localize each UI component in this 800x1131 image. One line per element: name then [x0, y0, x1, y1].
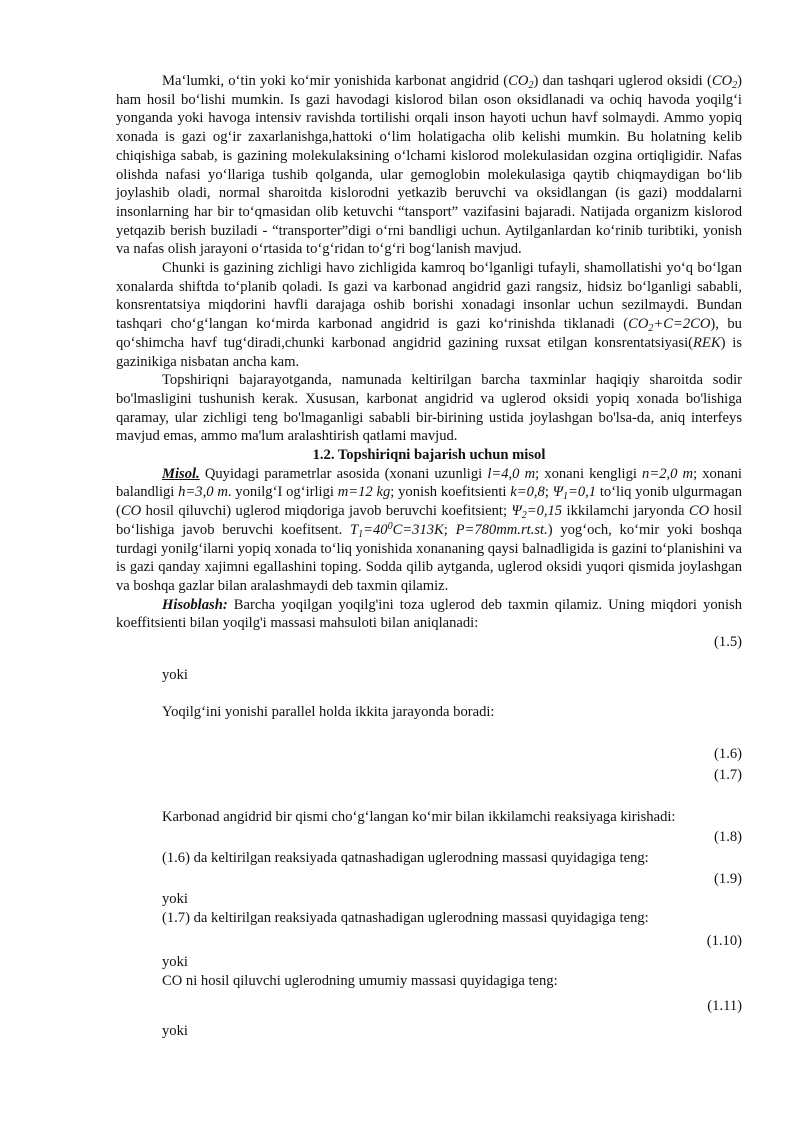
param-psi1: $\Psi_1=0,1$: [552, 484, 597, 503]
param-psi2: $\Psi_2=0,15$: [511, 503, 563, 522]
text-span: ) ham hosil bo‘lishi mumkin. Is gazi havodagi kislorod bilan oson oksidlanadi va ochiq havoda yoqilg‘i yonganda yoki havoga intensiv ravishda tortilishi orqali inson hayoti uchun havf solmaydi. Ammo yopiq xonada is gazi og‘ir zaxarlanishga,hattoki o‘lim holatigacha olib kelishi mumkin. Bu holatning kelib chiqishiga sabab, is gazining molekulaksining o‘lchami kislorod molekulasidan ozgina ortiqligidir. Nafas olishda nafasi yo‘llariga tushib qolganda, ular gemoglobin molekulasiga qaytib chiqmaydigan bo‘lib joylashib oladi, normal sharoitda kislorodni yetkazib beruvchi va oksidlangan (is gazi) moddalarni insonlarning har bir to‘qmasidan olib ketuvchi “tansport” vazifasini bajaradi. Natijada organizm kislorod yetqazib berish buziladi - “transporter”digi o‘rni bandligi uchun. Aytilganlardan ko‘rinib turibtiki, yonish va nafas olish jarayoni o‘rtasida to‘g‘ridan to‘g‘ri bog‘lanish mavjud.: [116, 73, 742, 258]
equation-number: (1.9): [714, 870, 742, 887]
paragraph-example: Misol. Quyidagi parametrlar asosida (xonani uzunligi l=4,0 m; xonani kengligi n=2,0 m; xonani balandligi h=3,0 m. yonilg‘I og‘irligi m=12 kg; yonish koefitsienti k=0,8; $\Psi_1=0,1$ to‘liq yonib ulgurmagan (CO hosil qiluvchi) uglerod miqdoriga javob beruvchi koefitsient; $\Psi_2=0,15$ ikkilamchi jaryonda CO hosil bo‘lishiga javob beruvchi koefitsent. $T_1=40^0C=313K$; P=780mm.rt.st.) yog‘och, ko‘mir yoki boshqa turdagi yonilg‘ilarni yopiq xonada to‘liq yonishida xonananing qaysi balnadligida is gazini to‘planishini va is gazi qanday xajimni egallashini toping. Sodda qilib aytganda, uglerod oksidi yuqori qismida joylashgan va boshqa gazlar bilan aralashmaydi deb taxmin qilamiz.: [116, 465, 743, 594]
param-width: n=2,0 m: [642, 465, 694, 482]
equation-number: (1.10): [706, 932, 742, 949]
section-heading: 1.2. Topshiriqni bajarish uchun misol: [312, 447, 546, 464]
text-span: Ma‘lumki, o‘tin yoki ko‘mir yonishida karbonat angidrid (: [162, 73, 509, 89]
formula-co2: $CO_2$: [508, 73, 534, 91]
param-combustion-coefficient: k=0,8: [510, 484, 545, 501]
text-span: ), bu qo‘shimcha havf tug‘diradi,chunki karbonad angidrid gazining ruxsat etilgan konsrentatsiyasi(: [116, 316, 742, 351]
carbon-mass-17-text: (1.7) da keltirilgan reaksiyada qatnashadigan uglerodning massasi quyidagiga teng:: [162, 910, 649, 927]
param-mass: m=12 kg: [337, 484, 391, 501]
yoki-text: yoki: [162, 953, 188, 970]
param-temperature: $T_1=40^0C=313K$: [349, 520, 444, 540]
formula-co: CO: [120, 503, 142, 520]
param-pressure: P=780mm.rt.st.: [455, 521, 548, 538]
text-span: ) dan tashqari uglerod oksidi (: [533, 73, 712, 89]
example-label: Misol.: [162, 465, 200, 482]
yoki-text: yoki: [162, 891, 188, 908]
rek-abbreviation: REK: [693, 334, 721, 351]
formula-co2: $CO_2$: [711, 73, 738, 91]
total-carbon-mass-text: CO ni hosil qiluvchi uglerodning umumiy massasi quyidagiga teng:: [162, 973, 558, 990]
equation-number: (1.5): [714, 634, 742, 651]
document-body: [116, 72, 742, 1040]
carbon-mass-16-text: (1.6) da keltirilgan reaksiyada qatnashadigan uglerodning massasi quyidagiga teng:: [162, 850, 649, 867]
equation-number: (1.7): [714, 767, 742, 784]
formula-co: CO: [688, 503, 710, 520]
calculation-label: Hisoblash:: [162, 596, 228, 613]
equation-number: (1.11): [707, 998, 742, 1014]
paragraph-assumptions: Topshiriqni bajarayotganda, namunada keltirilgan barcha taxminlar haqiqiy sharoitda sodir bo'lmasligini tushunish kerak. Xususan, karbonat angidrid va uglerod oksidi yopiq xonada bo'lishiga qaramay, ular zichligi teng bo'lmaganligi sababli bir-birining ustida joylashgan bo'lsa-da, aniq interfeys mavjud emas, ammo ma'lum aralashtirish qatlami mavjud.: [116, 372, 742, 445]
text-span: Chunki is gazining zichligi havo zichligida kamroq bo‘lganligi tufayli, shamollatishi yo‘q bo‘lgan xonalarda shiftda to‘planib qoladi. Is gazi va karbonad angidrid gazi rangsiz, hidsiz bo‘lganligi sababli, konsrentatsiya miqdorini havfli darajaga oshib borishi xonadagi insonlar uchun sezilmaydi. Bundan tashqari cho‘g‘langan ko‘mirda karbonad angidrid is gazi ko‘rinishda tiklanadi (: [116, 260, 742, 333]
parallel-process-text: Yoqilg‘ini yonishi parallel holda ikkita jarayonda boradi:: [162, 704, 495, 721]
equation-number: (1.6): [714, 745, 742, 762]
paragraph-calculation: Hisoblash: Barcha yoqilgan yoqilg'ini toza uglerod deb taxmin qilamiz. Uning miqdori yonish koeffitsienti bilan yoqilg'i massasi mahsuloti bilan aniqlanadi:: [116, 596, 742, 632]
param-length: l=4,0 m: [487, 465, 536, 482]
secondary-reaction-text: Karbonad angidrid bir qismi cho‘g‘langan ko‘mir bilan ikkilamchi reaksiyaga kirishadi:: [162, 808, 676, 825]
param-height: h=3,0 m: [178, 484, 228, 501]
yoki-text: yoki: [162, 1022, 188, 1039]
paragraph-co-formation: [116, 72, 742, 259]
text-span: ) is gazinikiga nisbatan ancha kam.: [116, 334, 742, 370]
equation-number: (1.8): [714, 829, 742, 846]
paragraph-density: [116, 259, 742, 371]
yoki-text: yoki: [162, 666, 188, 683]
formula-reaction: $CO_2+C=2CO$: [628, 316, 711, 335]
